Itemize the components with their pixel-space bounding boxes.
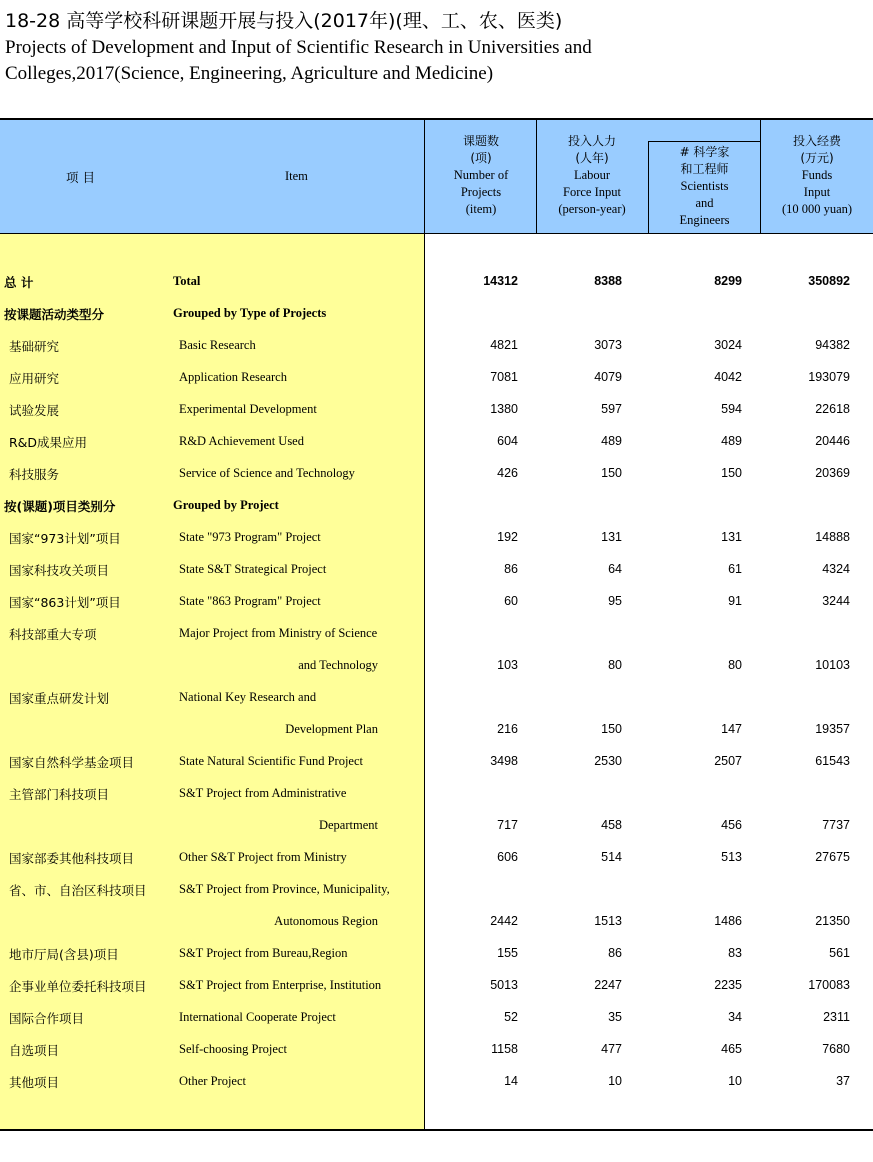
row-label-en: Other S&T Project from Ministry	[179, 850, 347, 864]
value-labour: 597	[601, 402, 622, 416]
value-labour: 2530	[594, 754, 622, 768]
table-row	[0, 271, 873, 291]
row-label-en: Total	[173, 274, 201, 288]
table-row	[0, 335, 873, 355]
row-label-cn: R&D成果应用	[9, 435, 88, 450]
table-title-en-line1: Projects of Development and Input of Scientific Research in Universities and	[5, 37, 592, 58]
value-funds: 20446	[815, 434, 850, 448]
table-row	[0, 495, 873, 515]
value-scientists: 131	[721, 530, 742, 544]
value-projects: 7081	[490, 370, 518, 384]
table-title-en-line2: Colleges,2017(Science, Engineering, Agriculture and Medicine)	[5, 63, 494, 84]
value-funds: 20369	[815, 466, 850, 480]
value-projects: 4821	[490, 338, 518, 352]
table-row	[0, 751, 873, 771]
value-projects: 1158	[491, 1042, 518, 1056]
value-projects: 606	[497, 850, 518, 864]
value-labour: 4079	[594, 370, 622, 384]
table-row	[0, 303, 873, 323]
value-labour: 150	[601, 466, 622, 480]
value-scientists: 147	[721, 722, 742, 736]
value-funds: 170083	[808, 978, 850, 992]
header-item-en: Item	[285, 169, 308, 183]
value-projects: 3498	[490, 754, 518, 768]
value-scientists: 8299	[714, 274, 742, 288]
header-col-funds: 投入经费 (万元) Funds Input (10 000 yuan)	[781, 134, 853, 216]
row-label-en: Self-choosing Project	[179, 1042, 287, 1056]
value-labour: 477	[601, 1042, 622, 1056]
value-projects: 103	[497, 658, 518, 672]
value-labour: 2247	[594, 978, 622, 992]
table-row	[0, 879, 873, 899]
value-projects: 52	[504, 1010, 518, 1024]
table-row	[0, 783, 873, 803]
value-labour: 458	[601, 818, 622, 832]
table-bottom-rule	[0, 1129, 873, 1131]
value-scientists: 2507	[714, 754, 742, 768]
value-scientists: 456	[721, 818, 742, 832]
row-label-cn: 基础研究	[9, 339, 60, 354]
value-labour: 35	[608, 1010, 622, 1024]
value-projects: 14	[504, 1074, 518, 1088]
header-col-projects: 课题数 (项) Number of Projects (item)	[453, 134, 509, 216]
row-label-cn: 科技服务	[9, 467, 60, 482]
value-scientists: 10	[728, 1074, 742, 1088]
table-row	[0, 559, 873, 579]
table-row	[0, 847, 873, 867]
value-scientists: 2235	[714, 978, 742, 992]
table-row	[0, 367, 873, 387]
row-label-en: Grouped by Type of Projects	[173, 306, 327, 320]
value-labour: 8388	[594, 274, 622, 288]
value-projects: 5013	[490, 978, 518, 992]
header-col-labour: 投入人力 (人年) Labour Force Input (person-year)	[558, 134, 626, 216]
row-label-en: R&D Achievement Used	[179, 434, 304, 448]
row-label-cn: 国家科技攻关项目	[9, 563, 110, 578]
row-label-cn: 国家重点研发计划	[9, 691, 110, 706]
value-funds: 61543	[815, 754, 850, 768]
row-label-en: S&T Project from Province, Municipality,	[179, 882, 390, 896]
value-scientists: 1486	[714, 914, 742, 928]
row-label-en: International Cooperate Project	[179, 1010, 336, 1024]
table-row	[0, 591, 873, 611]
row-label-cn: 按(课题)项目类别分	[4, 499, 116, 514]
value-projects: 717	[497, 818, 518, 832]
row-label-en: Service of Science and Technology	[179, 466, 355, 480]
value-funds: 193079	[808, 370, 850, 384]
value-scientists: 80	[728, 658, 742, 672]
table-row	[0, 1007, 873, 1027]
table-row	[0, 975, 873, 995]
value-projects: 216	[497, 722, 518, 736]
table-row	[0, 463, 873, 483]
row-label-en: State Natural Scientific Fund Project	[179, 754, 363, 768]
value-scientists: 513	[721, 850, 742, 864]
value-projects: 192	[497, 530, 518, 544]
row-label-cn: 国家“973计划”项目	[9, 531, 121, 546]
value-scientists: 61	[728, 562, 742, 576]
row-label-cn: 试验发展	[9, 403, 60, 418]
row-label-cn: 国家部委其他科技项目	[9, 851, 135, 866]
row-label-en: Other Project	[179, 1074, 246, 1088]
value-funds: 19357	[815, 722, 850, 736]
value-labour: 95	[608, 594, 622, 608]
row-label-cn: 科技部重大专项	[9, 627, 97, 642]
value-funds: 10103	[815, 658, 850, 672]
value-funds: 2311	[823, 1010, 850, 1024]
header-item-cn: 项 目	[66, 170, 95, 185]
table-row	[0, 399, 873, 419]
row-label-cn: 国家自然科学基金项目	[9, 755, 135, 770]
value-funds: 27675	[815, 850, 850, 864]
table-row	[0, 911, 873, 931]
value-scientists: 34	[728, 1010, 742, 1024]
value-scientists: 489	[721, 434, 742, 448]
value-funds: 3244	[822, 594, 850, 608]
table-row	[0, 719, 873, 739]
row-label-cn: 主管部门科技项目	[9, 787, 110, 802]
value-labour: 64	[608, 562, 622, 576]
row-label-en: S&T Project from Bureau,Region	[179, 946, 348, 960]
value-labour: 3073	[594, 338, 622, 352]
value-scientists: 3024	[714, 338, 742, 352]
header-col-scientists: # 科学家 和工程师 Scientists and Engineers	[679, 145, 730, 227]
value-funds: 7737	[822, 818, 850, 832]
value-labour: 150	[601, 722, 622, 736]
row-label-cn: 自选项目	[9, 1043, 60, 1058]
row-label-en: S&T Project from Administrative	[179, 786, 347, 800]
value-labour: 1513	[594, 914, 622, 928]
value-labour: 80	[608, 658, 622, 672]
value-funds: 14888	[815, 530, 850, 544]
table-row	[0, 1071, 873, 1091]
value-scientists: 465	[721, 1042, 742, 1056]
row-label-cn: 国家“863计划”项目	[9, 595, 121, 610]
row-label-cn: 企事业单位委托科技项目	[9, 979, 147, 994]
row-label-cn: 地市厅局(含县)项目	[9, 947, 119, 962]
value-projects: 86	[504, 562, 518, 576]
value-funds: 561	[829, 946, 850, 960]
value-labour: 10	[608, 1074, 622, 1088]
row-label-en: Autonomous Region	[274, 914, 378, 928]
value-funds: 21350	[815, 914, 850, 928]
row-label-en: Grouped by Project	[173, 498, 279, 512]
row-label-en: and Technology	[298, 658, 378, 672]
row-label-cn: 应用研究	[9, 371, 60, 386]
value-scientists: 594	[721, 402, 742, 416]
table-row	[0, 527, 873, 547]
value-projects: 604	[497, 434, 518, 448]
value-funds: 4324	[822, 562, 850, 576]
table-row	[0, 1039, 873, 1059]
row-label-en: Development Plan	[285, 722, 378, 736]
row-label-cn: 国际合作项目	[9, 1011, 85, 1026]
value-scientists: 150	[721, 466, 742, 480]
row-label-cn: 总 计	[4, 275, 34, 290]
row-label-cn: 省、市、自治区科技项目	[9, 883, 147, 898]
value-funds: 7680	[822, 1042, 850, 1056]
row-label-en: S&T Project from Enterprise, Institution	[179, 978, 382, 992]
value-labour: 489	[601, 434, 622, 448]
table-row	[0, 687, 873, 707]
value-labour: 131	[601, 530, 622, 544]
table-row	[0, 623, 873, 643]
value-funds: 37	[836, 1074, 850, 1088]
row-label-cn: 按课题活动类型分	[4, 307, 105, 322]
value-funds: 94382	[815, 338, 850, 352]
row-label-en: State S&T Strategical Project	[179, 562, 327, 576]
row-label-en: Major Project from Ministry of Science	[179, 626, 378, 640]
row-label-cn: 其他项目	[9, 1075, 60, 1090]
value-scientists: 4042	[714, 370, 742, 384]
value-scientists: 83	[728, 946, 742, 960]
row-label-en: National Key Research and	[179, 690, 317, 704]
value-projects: 1380	[490, 402, 518, 416]
value-funds: 350892	[808, 274, 850, 288]
value-projects: 14312	[483, 274, 518, 288]
value-funds: 22618	[815, 402, 850, 416]
value-labour: 86	[608, 946, 622, 960]
row-label-en: State "973 Program" Project	[179, 530, 321, 544]
row-label-en: State "863 Program" Project	[179, 594, 321, 608]
value-projects: 426	[497, 466, 518, 480]
table-row	[0, 815, 873, 835]
row-label-en: Department	[318, 818, 378, 832]
value-labour: 514	[601, 850, 622, 864]
table-title-cn: 18-28 高等学校科研课题开展与投入(2017年)(理、工、农、医类)	[5, 10, 563, 32]
value-scientists: 91	[728, 594, 742, 608]
table-row	[0, 431, 873, 451]
row-label-en: Application Research	[179, 370, 287, 384]
table-row	[0, 943, 873, 963]
table-row	[0, 655, 873, 675]
row-label-en: Experimental Development	[179, 402, 317, 416]
value-projects: 60	[504, 594, 518, 608]
value-projects: 2442	[490, 914, 518, 928]
row-label-en: Basic Research	[179, 338, 256, 352]
value-projects: 155	[497, 946, 518, 960]
